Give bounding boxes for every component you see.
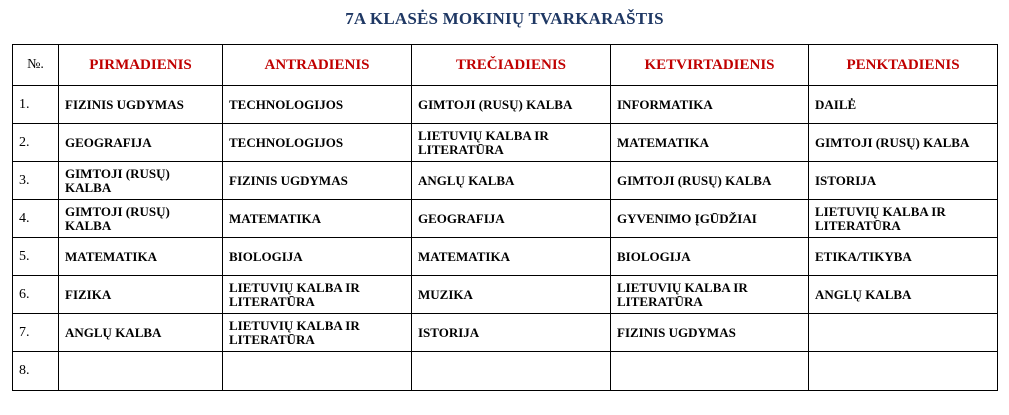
- table-row: [13, 162, 998, 200]
- day-header-friday: PENKTADIENIS: [809, 45, 998, 86]
- lesson-cell: [611, 352, 809, 391]
- lesson-number: 3.: [13, 162, 59, 200]
- lesson-cell: MATEMATIKA: [611, 124, 809, 162]
- lesson-number: 8.: [13, 352, 59, 391]
- table-row: [13, 238, 998, 276]
- lesson-cell: FIZINIS UGDYMAS: [223, 162, 412, 200]
- day-header-thursday: KETVIRTADIENIS: [611, 45, 809, 86]
- number-header: №.: [13, 45, 59, 86]
- lesson-cell: ANGLŲ KALBA: [809, 276, 998, 314]
- lesson-cell: MATEMATIKA: [59, 238, 223, 276]
- lesson-cell: FIZINIS UGDYMAS: [59, 86, 223, 124]
- lesson-number: 5.: [13, 238, 59, 276]
- day-header-monday: PIRMADIENIS: [59, 45, 223, 86]
- lesson-number: 2.: [13, 124, 59, 162]
- lesson-cell: FIZINIS UGDYMAS: [611, 314, 809, 352]
- day-header-tuesday: ANTRADIENIS: [223, 45, 412, 86]
- schedule-table: [12, 44, 998, 391]
- header-row: [13, 45, 998, 86]
- lesson-cell: GYVENIMO ĮGŪDŽIAI: [611, 200, 809, 238]
- lesson-cell: [59, 352, 223, 391]
- table-row: [13, 200, 998, 238]
- lesson-cell: TECHNOLOGIJOS: [223, 124, 412, 162]
- lesson-cell: GIMTOJI (RUSŲ) KALBA: [611, 162, 809, 200]
- table-row: [13, 352, 998, 391]
- lesson-number: 6.: [13, 276, 59, 314]
- lesson-cell: [809, 352, 998, 391]
- lesson-cell: [412, 352, 611, 391]
- lesson-cell: GIMTOJI (RUSŲ) KALBA: [412, 86, 611, 124]
- day-header-wednesday: TREČIADIENIS: [412, 45, 611, 86]
- lesson-cell: ISTORIJA: [412, 314, 611, 352]
- lesson-number: 1.: [13, 86, 59, 124]
- lesson-number: 7.: [13, 314, 59, 352]
- lesson-cell: MUZIKA: [412, 276, 611, 314]
- table-row: [13, 124, 998, 162]
- table-row: [13, 86, 998, 124]
- lesson-cell: BIOLOGIJA: [611, 238, 809, 276]
- lesson-cell: LIETUVIŲ KALBA IR LITERATŪRA: [223, 276, 412, 314]
- lesson-cell: GEOGRAFIJA: [412, 200, 611, 238]
- lesson-cell: LIETUVIŲ KALBA IR LITERATŪRA: [412, 124, 611, 162]
- lesson-cell: GIMTOJI (RUSŲ) KALBA: [59, 162, 223, 200]
- lesson-cell: ANGLŲ KALBA: [59, 314, 223, 352]
- lesson-cell: BIOLOGIJA: [223, 238, 412, 276]
- lesson-cell: LIETUVIŲ KALBA IR LITERATŪRA: [223, 314, 412, 352]
- page-title: 7A KLASĖS MOKINIŲ TVARKARAŠTIS: [345, 9, 664, 28]
- lesson-cell: TECHNOLOGIJOS: [223, 86, 412, 124]
- lesson-cell: ANGLŲ KALBA: [412, 162, 611, 200]
- lesson-cell: MATEMATIKA: [223, 200, 412, 238]
- lesson-cell: GIMTOJI (RUSŲ) KALBA: [59, 200, 223, 238]
- lesson-cell: GEOGRAFIJA: [59, 124, 223, 162]
- lesson-number: 4.: [13, 200, 59, 238]
- lesson-cell: LIETUVIŲ KALBA IR LITERATŪRA: [809, 200, 998, 238]
- lesson-cell: DAILĖ: [809, 86, 998, 124]
- lesson-cell: FIZIKA: [59, 276, 223, 314]
- lesson-cell: LIETUVIŲ KALBA IR LITERATŪRA: [611, 276, 809, 314]
- lesson-cell: GIMTOJI (RUSŲ) KALBA: [809, 124, 998, 162]
- table-row: [13, 276, 998, 314]
- lesson-cell: [809, 314, 998, 352]
- lesson-cell: ISTORIJA: [809, 162, 998, 200]
- lesson-cell: ETIKA/TIKYBA: [809, 238, 998, 276]
- lesson-cell: MATEMATIKA: [412, 238, 611, 276]
- lesson-cell: [223, 352, 412, 391]
- lesson-cell: INFORMATIKA: [611, 86, 809, 124]
- table-row: [13, 314, 998, 352]
